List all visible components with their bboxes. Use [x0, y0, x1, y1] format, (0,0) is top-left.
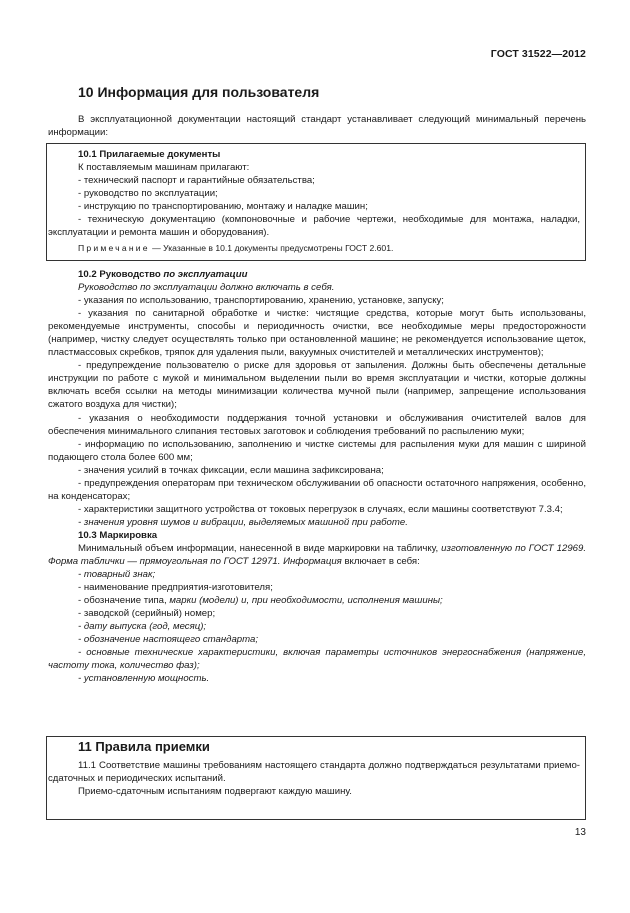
list-item: - технический паспорт и гарантийные обязательства; [78, 175, 315, 187]
lead-plain: Минимальный объем информации, нанесенной в виде маркировки на табличку, [78, 542, 442, 554]
list-item: - наименование предприятия-изготовителя; [78, 582, 273, 594]
page-number: 13 [574, 827, 586, 838]
section-10-2-title [48, 268, 586, 281]
section-10-2-and-10-3 [48, 268, 586, 686]
list-item [48, 620, 586, 633]
list-item: - характеристики защитного устройства от токовых перегрузок в случаях, если машины соответствуют 7.3.4; [78, 503, 563, 515]
list-item: - информацию по использованию, заполнению и чистке системы для распыления муки для машин с шириной подающего стола более 600 мм; [48, 438, 586, 463]
list-item: - значения усилий в точках фиксации, если машина зафиксирована; [78, 464, 384, 476]
section-10-title: 10 Информация для пользователя [78, 84, 320, 100]
list-item [48, 646, 586, 672]
title-plain: 10.2 Руководство [78, 269, 164, 280]
list-item: - предупреждение пользователю о риске для здоровья от запыления. Должны быть обеспечены детальные инструкции по работе с мукой и минимальном выделении пыли во время эксплуатации и чистки, которые должны включать всебя ссылки на методы минимизации количества мучной пыли (например, запрещение использования сжатого воздуха для чистки); [48, 360, 586, 411]
standard-header: ГОСТ 31522—2012 [490, 48, 586, 60]
list-item [48, 516, 586, 529]
section-10-3-title: 10.3 Маркировка [78, 529, 158, 541]
lead-italic: изготовленную по ГОСТ 12969. Форма таблички — прямоугольная по ГОСТ 12971. Информация [48, 542, 587, 568]
list-item: - предупреждения операторам при техническом обслуживании об опасности остаточного напряжения, особенно, на конденсаторах; [48, 477, 586, 502]
section-10-2-lead [48, 281, 586, 294]
section-11-title: 11 Правила приемки [78, 739, 210, 754]
note-text: — Указанные в 10.1 документы предусмотрены ГОСТ 2.601. [152, 243, 394, 254]
list-item: - инструкцию по транспортированию, монтажу и наладке машин; [78, 201, 368, 213]
item-italic: - товарный знак; [78, 569, 156, 581]
list-item [48, 672, 586, 685]
section-10-3-lead [48, 542, 586, 568]
item-italic: - значения уровня шумов и вибрации, выделяемых машиной при работе. [78, 516, 408, 528]
lead-tail: включает в себя: [341, 556, 420, 568]
list-item: - указания по санитарной обработке и чистке: чистящие средства, которые могут быть использованы, рекомендуемые инструменты, способы и периодичность очистки, все необходимые меры предосторожности (например, чистку следует осуществлять только при остановленной машине; не рекомендуется использование щеток, пластмассовых скребков, тряпок для удаления пыли, вакуумных очистителей и металлических инструментов); [48, 308, 586, 359]
section-11-text: Приемо-сдаточным испытаниям подвергают каждую машину. [78, 786, 352, 798]
item-italic: марки (модели) и, при необходимости, исполнения машины; [169, 595, 443, 607]
list-item: - заводской (серийный) номер; [78, 608, 216, 620]
list-item [48, 594, 586, 607]
lead-italic: Руководство по эксплуатации должно включать в себя. [78, 282, 335, 294]
section-10-1 [48, 148, 580, 255]
section-11 [48, 740, 580, 798]
section-10-intro: В эксплуатационной документации настоящий стандарт устанавливает следующий минимальный перечень информации: [48, 114, 586, 138]
list-item: - техническую документацию (компоновочные и рабочие чертежи, необходимые для монтажа, наладки, эксплуатации и ремонта машин и оборудования). [48, 214, 580, 239]
item-italic: - основные технические характеристики, включая параметры источников энергоснабжения (напряжение, частоту тока, количество фаз); [48, 647, 586, 672]
section-10-1-title: 10.1 Прилагаемые документы [78, 149, 221, 160]
section-10-1-note [48, 242, 580, 255]
section-10-1-lead: К поставляемым машинам прилагают: [78, 162, 250, 174]
list-item: - указания о необходимости поддержания точной установки и обслуживания очистителей валов для обеспечения минимального слипания тестовых заготовок и соблюдения требований по распылению муки; [48, 412, 586, 437]
note-label: Примечание [78, 243, 150, 254]
list-item: - указания по использованию, транспортированию, хранению, установке, запуску; [78, 295, 444, 307]
list-item: - руководство по эксплуатации; [78, 188, 218, 200]
item-italic: - дату выпуска (год, месяц); [78, 621, 207, 633]
list-item [48, 633, 586, 646]
item-italic: - установленную мощность. [78, 673, 210, 685]
item-plain: - обозначение типа, [78, 595, 170, 607]
section-11-1-text: 11.1 Соответствие машины требованиям настоящего стандарта должно подтверждаться результатами приемо-сдаточных и периодических испытаний. [48, 760, 580, 785]
list-item [48, 568, 586, 581]
item-italic: - обозначение настоящего стандарта; [78, 634, 258, 646]
title-italic: по эксплуатации [163, 269, 248, 280]
